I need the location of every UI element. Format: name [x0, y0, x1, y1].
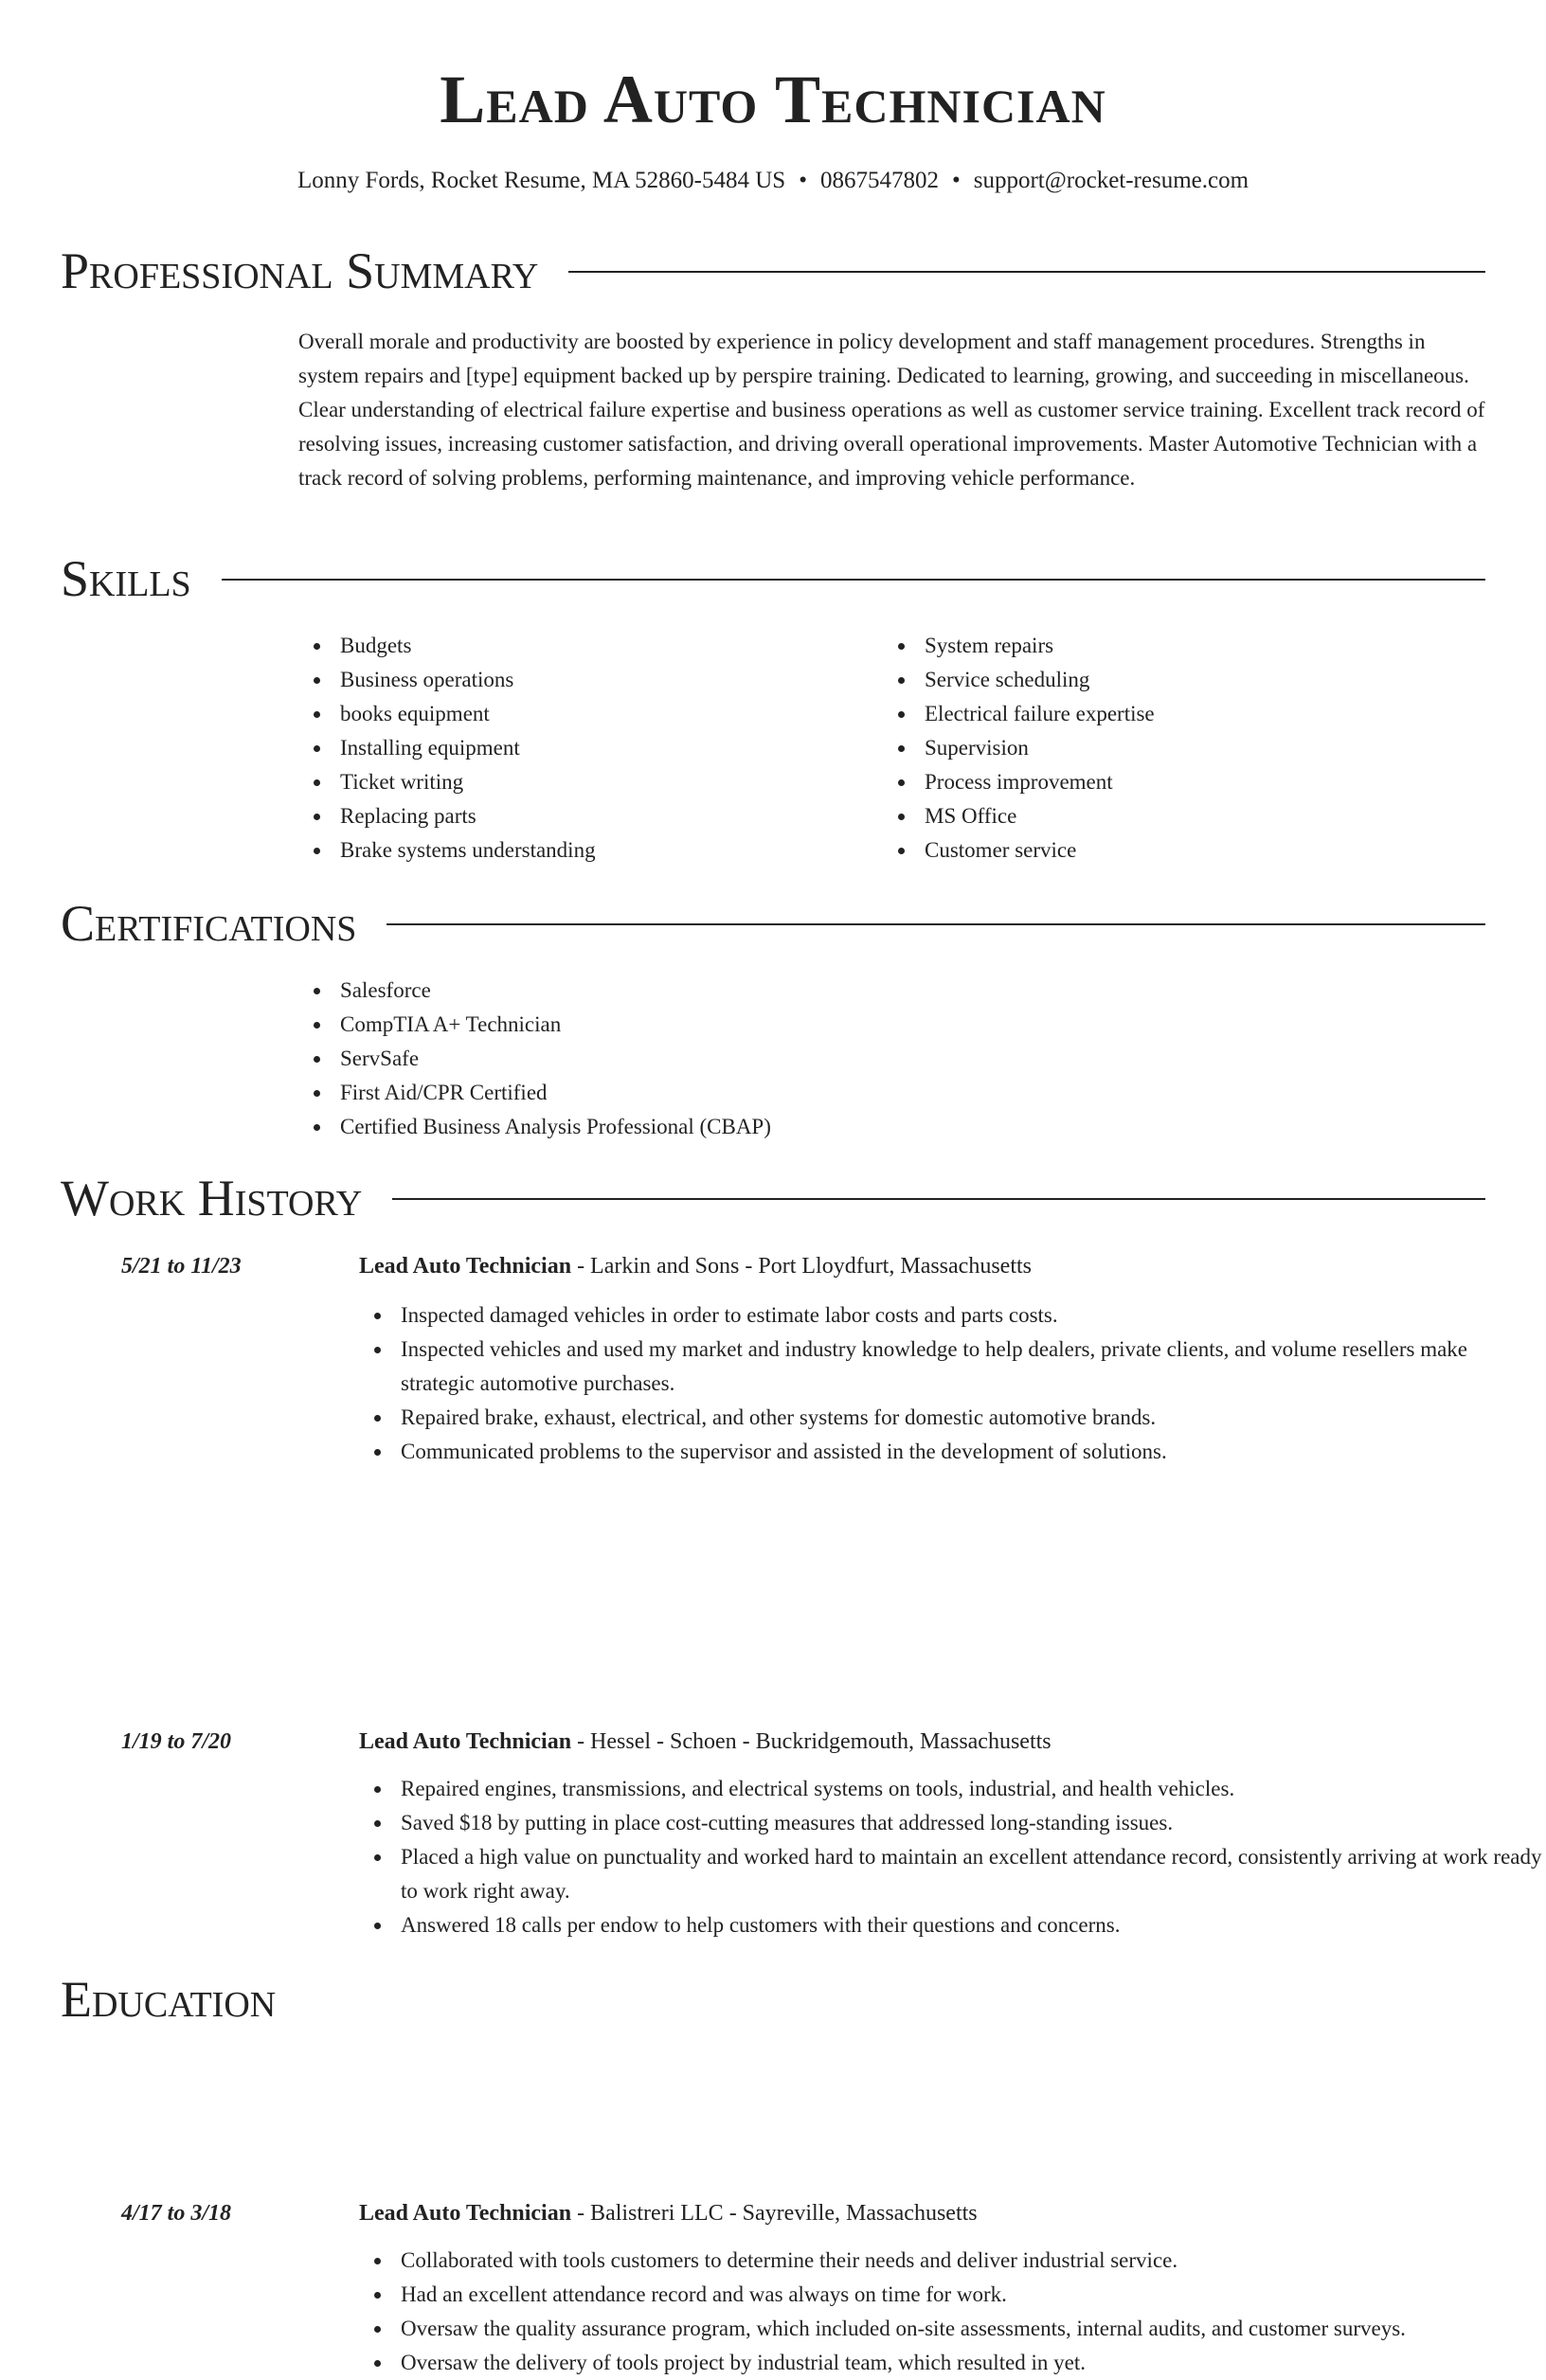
section-header: [61, 1169, 1485, 1227]
job-entry: [121, 2196, 1546, 2380]
list-item: Communicated problems to the supervisor and assisted in the development of solutions.: [359, 1435, 1546, 1469]
job-dates: 4/17 to 3/18: [121, 2201, 232, 2226]
list-item: Budgets: [298, 629, 883, 663]
work-history-section: [61, 1169, 1485, 1227]
job-bullets: [359, 1772, 1546, 1942]
contact-separator: •: [799, 168, 807, 193]
list-item: Replacing parts: [298, 799, 883, 833]
list-item: Inspected vehicles and used my market and industry knowledge to help dealers, private clients, and volume resellers make strategic automotive purchases.: [359, 1333, 1546, 1401]
job-title: Lead Auto Technician: [359, 2201, 572, 2226]
job-entry: [121, 1249, 1546, 1469]
section-heading: Work History: [61, 1170, 363, 1226]
list-item: Answered 18 calls per endow to help customers with their questions and concerns.: [359, 1908, 1546, 1942]
list-item: Supervision: [883, 731, 1467, 765]
job-title: Lead Auto Technician: [359, 1254, 572, 1279]
section-rule: [386, 923, 1485, 925]
certifications-section: [61, 894, 1485, 1144]
contact-email[interactable]: support@rocket-resume.com: [973, 168, 1249, 193]
job-bullets: [359, 2244, 1546, 2380]
list-item: Inspected damaged vehicles in order to estimate labor costs and parts costs.: [359, 1298, 1546, 1333]
list-item: Installing equipment: [298, 731, 883, 765]
list-item: Process improvement: [883, 765, 1467, 799]
list-item: First Aid/CPR Certified: [298, 1076, 1485, 1110]
section-heading: Skills: [61, 550, 191, 607]
page-title: Lead Auto Technician: [440, 62, 1106, 137]
section-heading: Professional Summary: [61, 242, 539, 299]
list-item: Repaired brake, exhaust, electrical, and other systems for domestic automotive brands.: [359, 1401, 1546, 1435]
job-header: [121, 1249, 1546, 1283]
list-item: System repairs: [883, 629, 1467, 663]
job-entry: [121, 1725, 1546, 1942]
list-item: Placed a high value on punctuality and worked hard to maintain an excellent attendance record, consistently arriving at work ready to work right away.: [359, 1840, 1546, 1908]
section-header: [61, 894, 1485, 953]
job-employer: - Balistreri LLC - Sayreville, Massachusetts: [571, 2201, 978, 2226]
list-item: Brake systems understanding: [298, 833, 883, 868]
section-rule: [392, 1198, 1485, 1200]
list-item: Business operations: [298, 663, 883, 697]
job-bullets: [359, 1298, 1546, 1469]
list-item: Had an excellent attendance record and was always on time for work.: [359, 2278, 1546, 2312]
job-header: [121, 1725, 1546, 1759]
contact-line: [0, 164, 1546, 198]
section-header: [61, 549, 1485, 608]
education-section: [61, 1970, 1485, 2029]
list-item: Certified Business Analysis Professional (CBAP): [298, 1110, 1485, 1144]
job-employer: - Larkin and Sons - Port Lloydfurt, Massachusetts: [571, 1254, 1032, 1279]
job-dates: 5/21 to 11/23: [121, 1254, 242, 1279]
summary-text: Overall morale and productivity are boosted by experience in policy development and staff management procedures. Strengths in system repairs and [type] equipment backed up by perspire training. Dedicated to learning, growing, and succeeding in miscellaneous. Clear understanding of electrical failure expertise and business operations as well as customer service training. Excellent track record of resolving issues, increasing customer satisfaction, and driving overall operational improvements. Master Automotive Technician with a track record of solving problems, performing maintenance, and improving vehicle performance.: [298, 330, 1485, 490]
list-item: Oversaw the quality assurance program, which included on-site assessments, internal audits, and customer surveys.: [359, 2312, 1546, 2346]
list-item: Repaired engines, transmissions, and electrical systems on tools, industrial, and health vehicles.: [359, 1772, 1546, 1806]
list-item: Service scheduling: [883, 663, 1467, 697]
list-item: Electrical failure expertise: [883, 697, 1467, 731]
list-item: Salesforce: [298, 974, 1485, 1008]
certifications-list: [298, 974, 1485, 1144]
list-item: ServSafe: [298, 1042, 1485, 1076]
job-header: [121, 2196, 1546, 2230]
section-rule: [568, 271, 1485, 273]
list-item: MS Office: [883, 799, 1467, 833]
section-heading: Education: [61, 1971, 277, 2028]
list-item: Saved $18 by putting in place cost-cutting measures that addressed long-standing issues.: [359, 1806, 1546, 1840]
section-header: [61, 242, 1485, 300]
summary-section: [61, 242, 1485, 495]
skills-list-left: [298, 629, 883, 868]
job-employer: - Hessel - Schoen - Buckridgemouth, Massachusetts: [571, 1729, 1052, 1754]
list-item: Customer service: [883, 833, 1467, 868]
contact-separator: •: [951, 168, 961, 193]
skills-columns: [298, 629, 1485, 868]
contact-phone: 0867547802: [819, 168, 939, 193]
skills-section: [61, 549, 1485, 868]
skills-list-right: [883, 629, 1467, 868]
job-dates: 1/19 to 7/20: [121, 1729, 232, 1754]
list-item: Ticket writing: [298, 765, 883, 799]
job-title: Lead Auto Technician: [359, 1729, 572, 1754]
contact-address: Lonny Fords, Rocket Resume, MA 52860-5484 US: [297, 168, 786, 193]
list-item: books equipment: [298, 697, 883, 731]
list-item: CompTIA A+ Technician: [298, 1008, 1485, 1042]
section-header: [61, 1970, 1485, 2029]
section-rule: [222, 579, 1485, 581]
section-heading: Certifications: [61, 895, 357, 952]
list-item: Collaborated with tools customers to determine their needs and deliver industrial service.: [359, 2244, 1546, 2278]
list-item: Oversaw the delivery of tools project by industrial team, which resulted in yet.: [359, 2346, 1546, 2380]
